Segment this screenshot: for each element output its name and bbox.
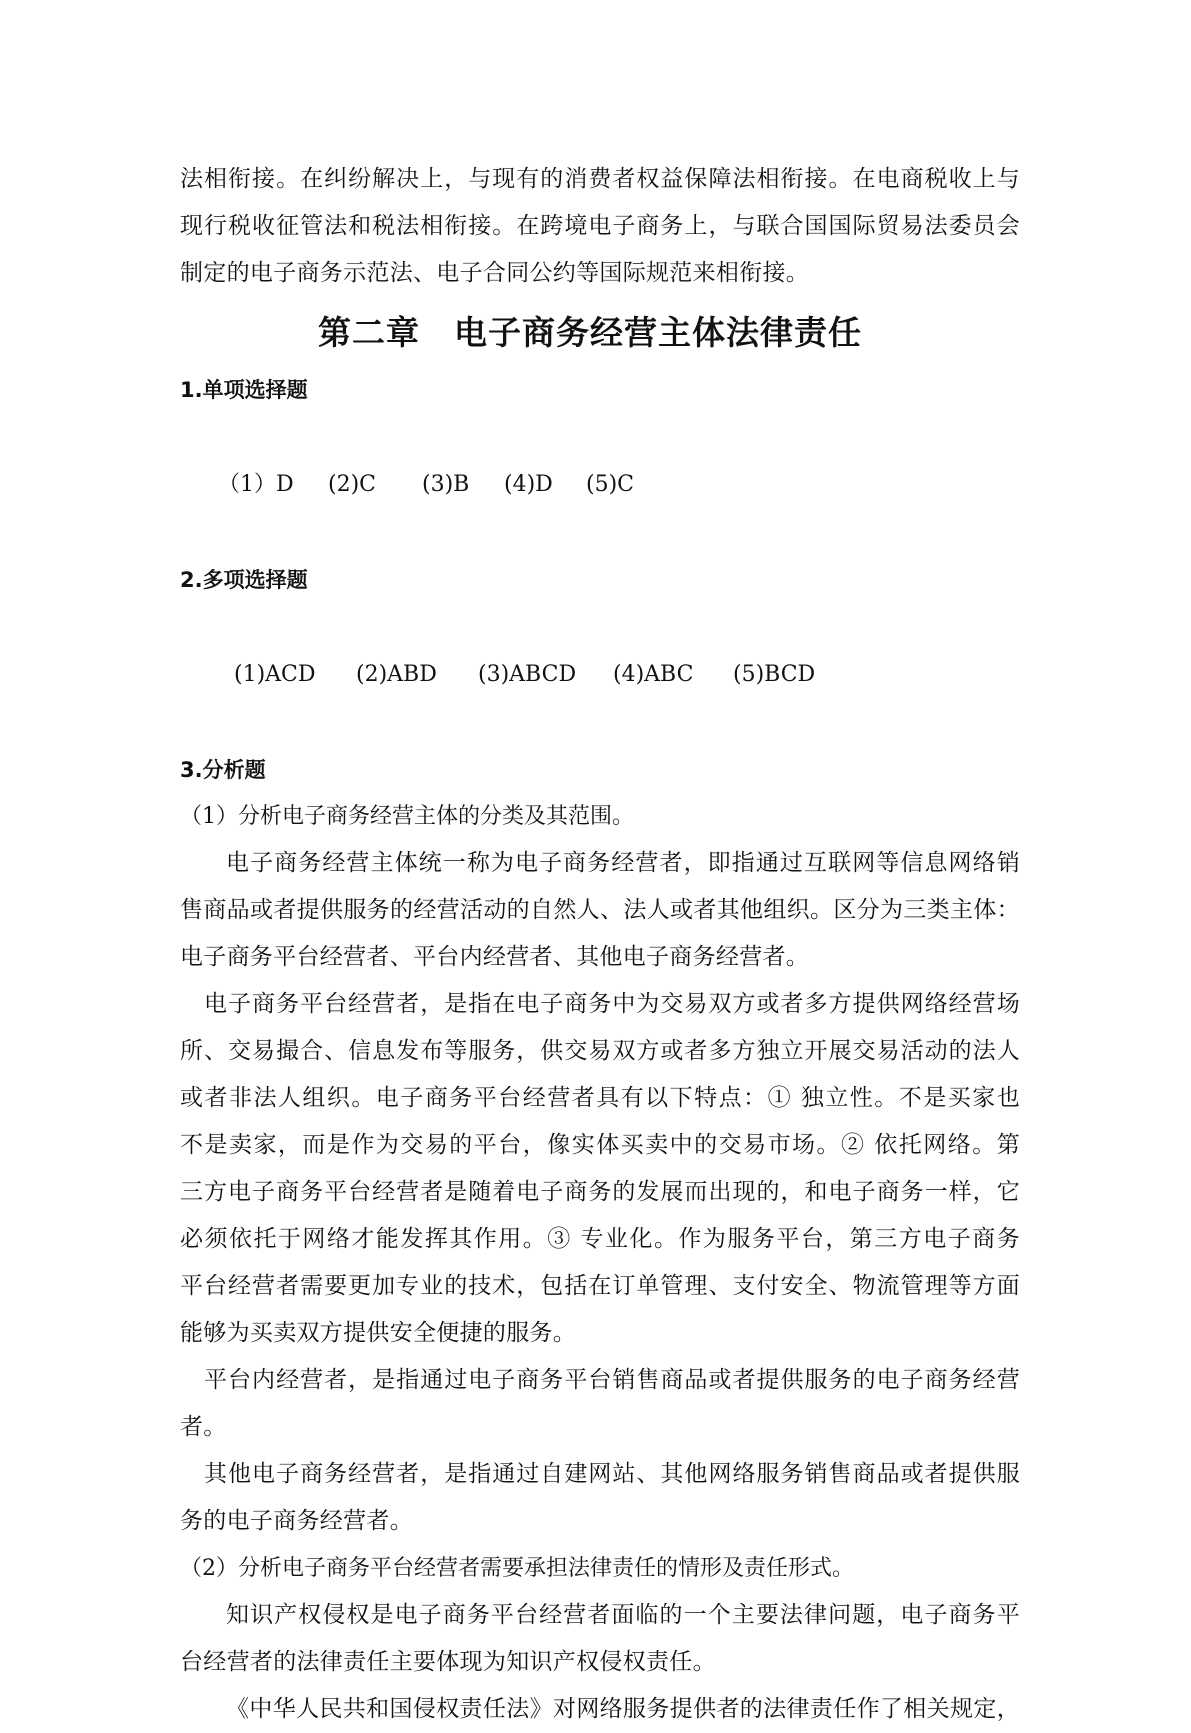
paragraph-line: 售商品或者提供服务的经营活动的自然人、法人或者其他组织。区分为三类主体： — [180, 897, 1020, 923]
paragraph-line: 或者非法人组织。电子商务平台经营者具有以下特点：① 独立性。不是买家也 — [180, 1085, 1020, 1111]
paragraph-line: 台经营者的法律责任主要体现为知识产权侵权责任。 — [180, 1649, 716, 1675]
paragraph-line: 电子商务经营主体统一称为电子商务经营者，即指通过互联网等信息网络销 — [226, 850, 1020, 876]
paragraph-line: 电子商务平台经营者、平台内经营者、其他电子商务经营者。 — [180, 944, 810, 970]
section-heading-analysis: 3.分析题 — [180, 758, 266, 782]
answer-item: (5)C — [585, 472, 634, 497]
answer-item: (5)BCD — [732, 662, 816, 687]
document-page — [180, 144, 1020, 1733]
paragraph-line: 者。 — [180, 1414, 227, 1440]
paragraph-line: 其他电子商务经营者，是指通过自建网站、其他网络服务销售商品或者提供服 — [204, 1461, 1020, 1487]
question-2: （2）分析电子商务平台经营者需要承担法律责任的情形及责任形式。 — [180, 1556, 854, 1581]
answer-item: (3)B — [421, 472, 470, 497]
paragraph-line: 《中华人民共和国侵权责任法》对网络服务提供者的法律责任作了相关规定， — [226, 1696, 1020, 1722]
question-1: （1）分析电子商务经营主体的分类及其范围。 — [180, 804, 634, 829]
answer-item: (3)ABCD — [477, 662, 577, 687]
paragraph-line: 能够为买卖双方提供安全便捷的服务。 — [180, 1320, 577, 1346]
paragraph-line: 电子商务平台经营者，是指在电子商务中为交易双方或者多方提供网络经营场 — [204, 991, 1020, 1017]
paragraph-line: 平台经营者需要更加专业的技术，包括在订单管理、支付安全、物流管理等方面 — [180, 1273, 1020, 1299]
answer-item: （1）D — [217, 472, 294, 497]
answer-item: (4)ABC — [612, 662, 694, 687]
section-heading-multiple-choice: 2.多项选择题 — [180, 568, 308, 592]
answer-item: (4)D — [503, 472, 553, 497]
paragraph-line: 所、交易撮合、信息发布等服务，供交易双方或者多方独立开展交易活动的法人 — [180, 1038, 1020, 1064]
multiple-choice-answers — [180, 603, 1020, 747]
paragraph-line: 平台内经营者，是指通过电子商务平台销售商品或者提供服务的电子商务经营 — [204, 1367, 1020, 1393]
single-choice-answers — [180, 413, 1020, 557]
intro-line-1: 法相衔接。在纠纷解决上，与现有的消费者权益保障法相衔接。在电商税收上与 — [180, 166, 1020, 192]
paragraph-line: 三方电子商务平台经营者是随着电子商务的发展而出现的，和电子商务一样，它 — [180, 1179, 1020, 1205]
answer-item: (1)ACD — [233, 662, 316, 687]
chapter-title: 第二章 电子商务经营主体法律责任 — [318, 313, 862, 352]
paragraph-line: 知识产权侵权是电子商务平台经营者面临的一个主要法律问题，电子商务平 — [226, 1602, 1020, 1628]
section-heading-single-choice: 1.单项选择题 — [180, 378, 308, 402]
paragraph-line: 不是卖家，而是作为交易的平台，像实体买卖中的交易市场。② 依托网络。第 — [180, 1132, 1020, 1158]
answer-item: (2)C — [327, 472, 376, 497]
paragraph-line: 必须依托于网络才能发挥其作用。③ 专业化。作为服务平台，第三方电子商务 — [180, 1226, 1020, 1252]
answer-item: (2)ABD — [355, 662, 437, 687]
intro-line-3: 制定的电子商务示范法、电子合同公约等国际规范来相衔接。 — [180, 260, 810, 286]
paragraph-line: 务的电子商务经营者。 — [180, 1508, 413, 1534]
intro-line-2: 现行税收征管法和税法相衔接。在跨境电子商务上，与联合国国际贸易法委员会 — [180, 213, 1020, 239]
